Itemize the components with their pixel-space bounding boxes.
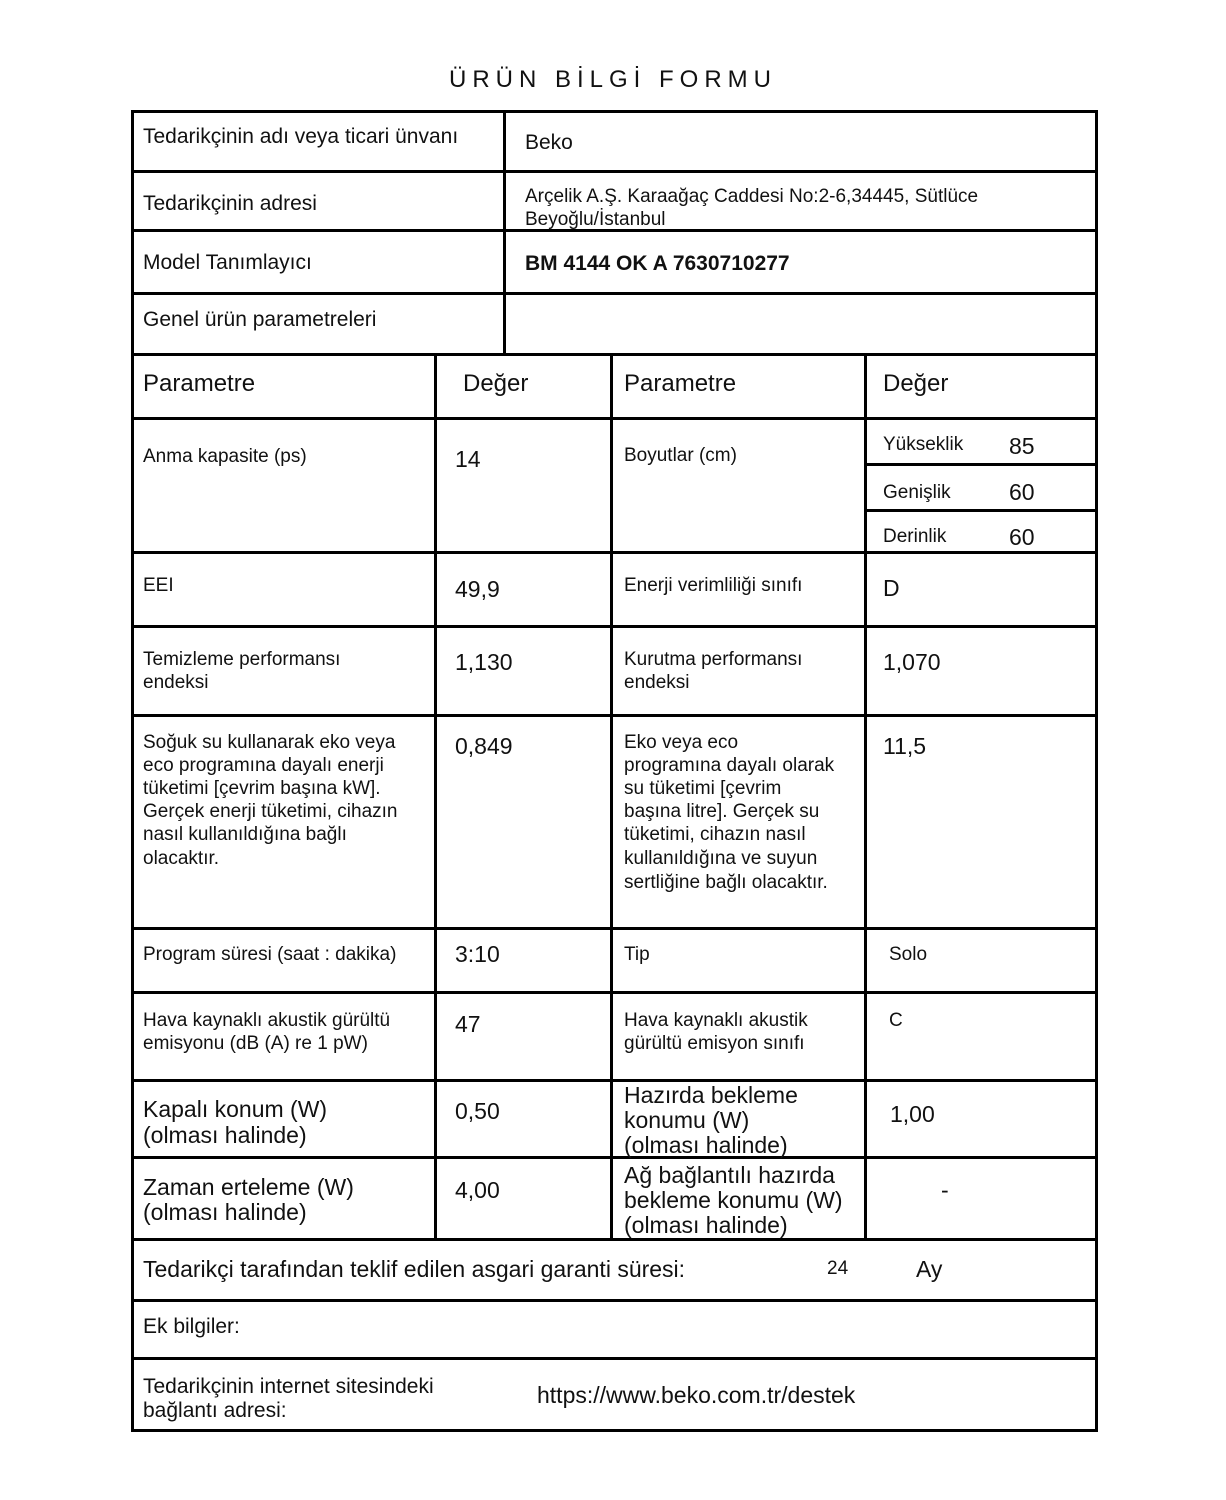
row-divider [131,1079,1098,1082]
general-parameters-label: Genel ürün parametreleri [143,308,377,331]
warranty-unit: Ay [916,1256,943,1282]
program-duration-value: 3:10 [455,941,500,967]
row-divider [866,509,1098,512]
standby-label: Hazırda bekleme [624,1082,798,1108]
network-standby-label: Ağ bağlantılı hazırda [624,1162,835,1188]
capacity-value: 14 [455,446,481,472]
drying-performance-label: Kurutma performansı [624,649,803,670]
supplier-address-label: Tedarikçinin adresi [143,192,317,215]
row-divider [131,1299,1098,1302]
noise-class-value: C [889,1010,903,1031]
energy-class-label: Enerji verimliliği sınıfı [624,575,803,596]
noise-emission-label: emisyonu (dB (A) re 1 pW) [143,1033,368,1054]
noise-class-label: Hava kaynaklı akustik [624,1010,808,1031]
column-header-value: Değer [883,370,949,397]
cleaning-performance-label: endeksi [143,672,209,693]
water-consumption-value: 11,5 [883,733,927,759]
energy-consumption-value: 0,849 [455,733,513,759]
depth-value: 60 [1009,524,1035,550]
height-label: Yükseklik [883,434,964,455]
energy-consumption-label: Gerçek enerji tüketimi, cihazın [143,801,398,822]
eei-value: 49,9 [455,576,500,602]
drying-performance-label: endeksi [624,672,690,693]
water-consumption-label: programına dayalı olarak [624,755,835,776]
warranty-value: 24 [827,1258,849,1279]
column-divider [610,353,613,1241]
column-header-value: Değer [463,370,529,397]
column-divider [434,353,437,1241]
noise-emission-value: 47 [455,1011,481,1037]
form-title: ÜRÜN BİLGİ FORMU [448,66,777,93]
water-consumption-label: başına litre]. Gerçek su [624,801,820,822]
energy-consumption-label: nasıl kullanıldığına bağlı [143,824,347,845]
energy-consumption-label: olacaktır. [143,848,220,869]
row-divider [866,463,1098,466]
row-divider [131,625,1098,628]
standby-label: (olması halinde) [624,1132,788,1158]
width-label: Genişlik [883,482,951,503]
supplier-website-link[interactable]: https://www.beko.com.tr/destek [537,1382,856,1408]
standby-value: 1,00 [890,1101,935,1127]
drying-performance-value: 1,070 [883,649,941,675]
off-mode-value: 0,50 [455,1098,500,1124]
row-divider [131,1156,1098,1159]
warranty-label: Tedarikçi tarafından teklif edilen asgari garanti süresi: [143,1256,686,1282]
row-divider [131,1357,1098,1360]
supplier-name-label: Tedarikçinin adı veya ticari ünvanı [143,125,459,148]
column-header-parameter: Parametre [624,370,737,397]
energy-consumption-label: tüketimi [çevrim başına kW]. [143,778,381,799]
energy-consumption-label: eco programına dayalı enerji [143,755,384,776]
program-duration-label: Program süresi (saat : dakika) [143,944,397,965]
column-divider [864,353,867,1241]
noise-emission-label: Hava kaynaklı akustik gürültü [143,1010,391,1031]
height-value: 85 [1009,433,1035,459]
website-label: bağlantı adresi: [143,1399,287,1422]
water-consumption-label: su tüketimi [çevrim [624,778,782,799]
delay-start-value: 4,00 [455,1177,500,1203]
row-divider [131,714,1098,717]
delay-start-label: (olması halinde) [143,1199,307,1225]
column-divider [503,110,506,355]
model-identifier: BM 4144 OK A 7630710277 [525,252,790,275]
off-mode-label: Kapalı konum (W) [143,1096,328,1122]
row-divider [131,551,1098,554]
water-consumption-label: tüketimi, cihazın nasıl [624,824,806,845]
water-consumption-label: sertliğine bağlı olacaktır. [624,872,828,893]
row-divider [131,353,1098,356]
website-label: Tedarikçinin internet sitesindeki [143,1375,434,1398]
model-label: Model Tanımlayıcı [143,251,312,274]
row-divider [131,1238,1098,1241]
width-value: 60 [1009,479,1035,505]
network-standby-value: - [941,1177,949,1203]
supplier-name: Beko [525,131,573,154]
row-divider [131,991,1098,994]
cleaning-performance-value: 1,130 [455,649,513,675]
delay-start-label: Zaman erteleme (W) [143,1174,354,1200]
type-value: Solo [889,944,928,965]
row-divider [131,417,1098,420]
water-consumption-label: Eko veya eco [624,732,739,753]
supplier-address-line-1: Arçelik A.Ş. Karaağaç Caddesi No:2-6,34445, Sütlüce [525,186,979,207]
off-mode-label: (olması halinde) [143,1122,307,1148]
noise-class-label: gürültü emisyon sınıfı [624,1033,805,1054]
supplier-address-line-2: Beyoğlu/İstanbul [525,209,666,230]
row-divider [131,292,1098,295]
dimensions-label: Boyutlar (cm) [624,445,737,466]
standby-label: konumu (W) [624,1107,750,1133]
energy-class-value: D [883,575,900,601]
row-divider [131,927,1098,930]
network-standby-label: bekleme konumu (W) [624,1187,843,1213]
eei-label: EEI [143,575,174,596]
capacity-label: Anma kapasite (ps) [143,446,307,467]
water-consumption-label: kullanıldığına ve suyun [624,848,818,869]
energy-consumption-label: Soğuk su kullanarak eko veya [143,732,396,753]
network-standby-label: (olması halinde) [624,1212,788,1238]
depth-label: Derinlik [883,526,947,547]
column-header-parameter: Parametre [143,370,256,397]
extra-info-label: Ek bilgiler: [143,1315,240,1338]
cleaning-performance-label: Temizleme performansı [143,649,341,670]
type-label: Tip [624,944,650,965]
row-divider [131,170,1098,173]
